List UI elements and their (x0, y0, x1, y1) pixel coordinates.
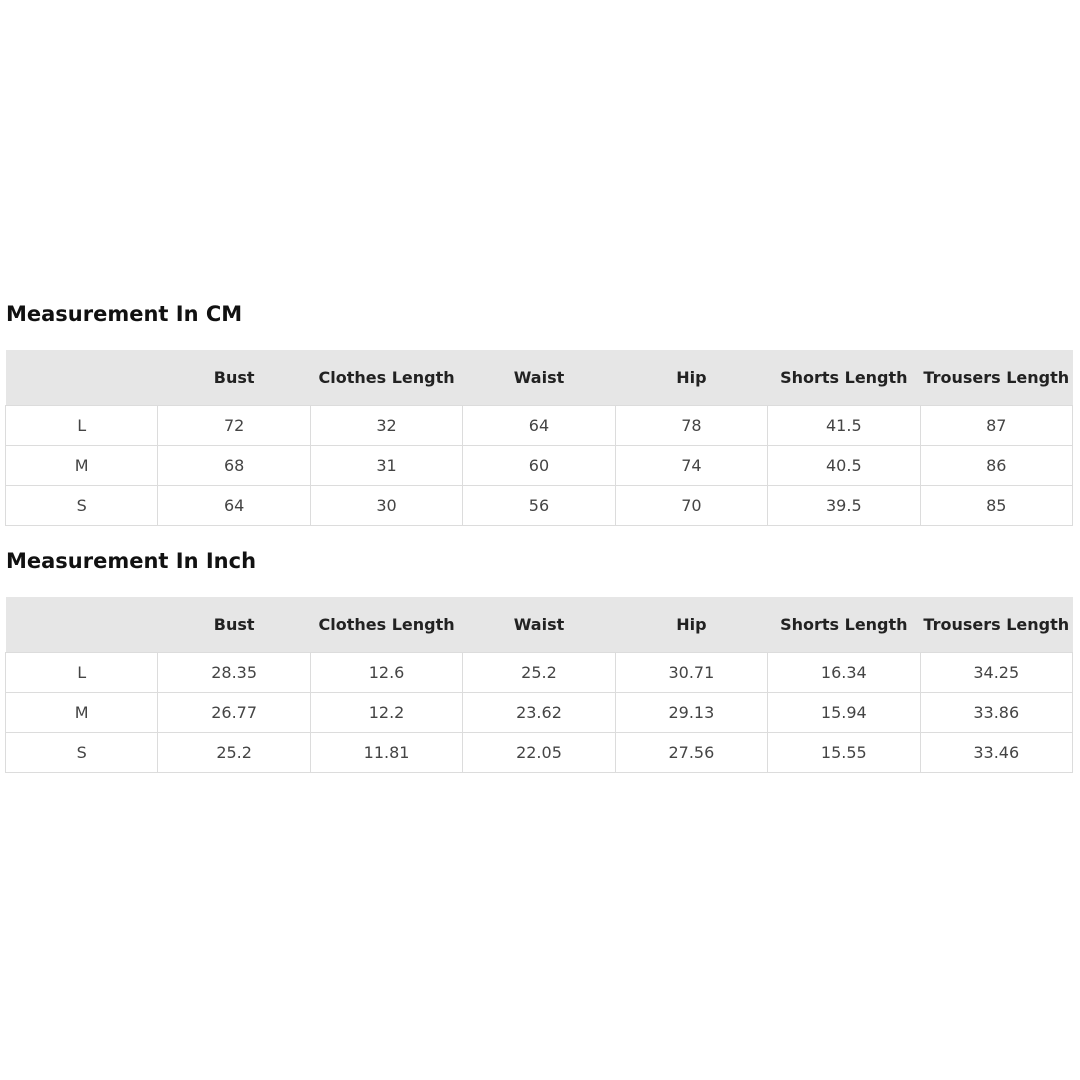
header-shorts-length: Shorts Length (768, 597, 920, 653)
section-title-inch: Measurement In Inch (6, 549, 257, 573)
cell-shorts-length: 39.5 (768, 486, 920, 526)
table-row (6, 733, 1073, 773)
cell-shorts-length: 16.34 (768, 653, 920, 693)
cell-hip: 27.56 (615, 733, 767, 773)
cell-trousers-length: 85 (920, 486, 1072, 526)
cell-shorts-length: 41.5 (768, 406, 920, 446)
size-table-inch (5, 597, 1073, 773)
cell-clothes-length: 12.6 (310, 653, 462, 693)
size-table-cm (5, 350, 1073, 526)
cell-shorts-length: 15.55 (768, 733, 920, 773)
table-row (6, 653, 1073, 693)
cell-bust: 28.35 (158, 653, 310, 693)
cell-waist: 25.2 (463, 653, 615, 693)
table-row (6, 693, 1073, 733)
cell-size: M (6, 693, 158, 733)
cell-clothes-length: 30 (310, 486, 462, 526)
cell-shorts-length: 40.5 (768, 446, 920, 486)
cell-waist: 64 (463, 406, 615, 446)
cell-trousers-length: 34.25 (920, 653, 1072, 693)
header-bust: Bust (158, 350, 310, 406)
cell-trousers-length: 87 (920, 406, 1072, 446)
cell-trousers-length: 33.86 (920, 693, 1072, 733)
cell-hip: 30.71 (615, 653, 767, 693)
header-hip: Hip (615, 597, 767, 653)
table-header-row (6, 350, 1073, 406)
cell-waist: 60 (463, 446, 615, 486)
section-title-cm: Measurement In CM (6, 302, 243, 326)
cell-trousers-length: 86 (920, 446, 1072, 486)
table-header-row (6, 597, 1073, 653)
header-bust: Bust (158, 597, 310, 653)
header-size (6, 597, 158, 653)
cell-hip: 29.13 (615, 693, 767, 733)
cell-size: S (6, 733, 158, 773)
header-size (6, 350, 158, 406)
cell-bust: 64 (158, 486, 310, 526)
table-row (6, 406, 1073, 446)
cell-bust: 25.2 (158, 733, 310, 773)
header-hip: Hip (615, 350, 767, 406)
cell-hip: 70 (615, 486, 767, 526)
cell-waist: 22.05 (463, 733, 615, 773)
cell-clothes-length: 32 (310, 406, 462, 446)
cell-shorts-length: 15.94 (768, 693, 920, 733)
cell-bust: 68 (158, 446, 310, 486)
table-row (6, 486, 1073, 526)
cell-clothes-length: 12.2 (310, 693, 462, 733)
cell-waist: 56 (463, 486, 615, 526)
cell-hip: 78 (615, 406, 767, 446)
cell-bust: 26.77 (158, 693, 310, 733)
cell-size: S (6, 486, 158, 526)
cell-clothes-length: 11.81 (310, 733, 462, 773)
cell-clothes-length: 31 (310, 446, 462, 486)
header-waist: Waist (463, 597, 615, 653)
cell-size: L (6, 653, 158, 693)
cell-size: M (6, 446, 158, 486)
header-waist: Waist (463, 350, 615, 406)
table-row (6, 446, 1073, 486)
cell-waist: 23.62 (463, 693, 615, 733)
header-clothes-length: Clothes Length (310, 597, 462, 653)
header-trousers-length: Trousers Length (920, 350, 1072, 406)
cell-size: L (6, 406, 158, 446)
header-shorts-length: Shorts Length (768, 350, 920, 406)
header-clothes-length: Clothes Length (310, 350, 462, 406)
cell-hip: 74 (615, 446, 767, 486)
header-trousers-length: Trousers Length (920, 597, 1072, 653)
cell-bust: 72 (158, 406, 310, 446)
cell-trousers-length: 33.46 (920, 733, 1072, 773)
